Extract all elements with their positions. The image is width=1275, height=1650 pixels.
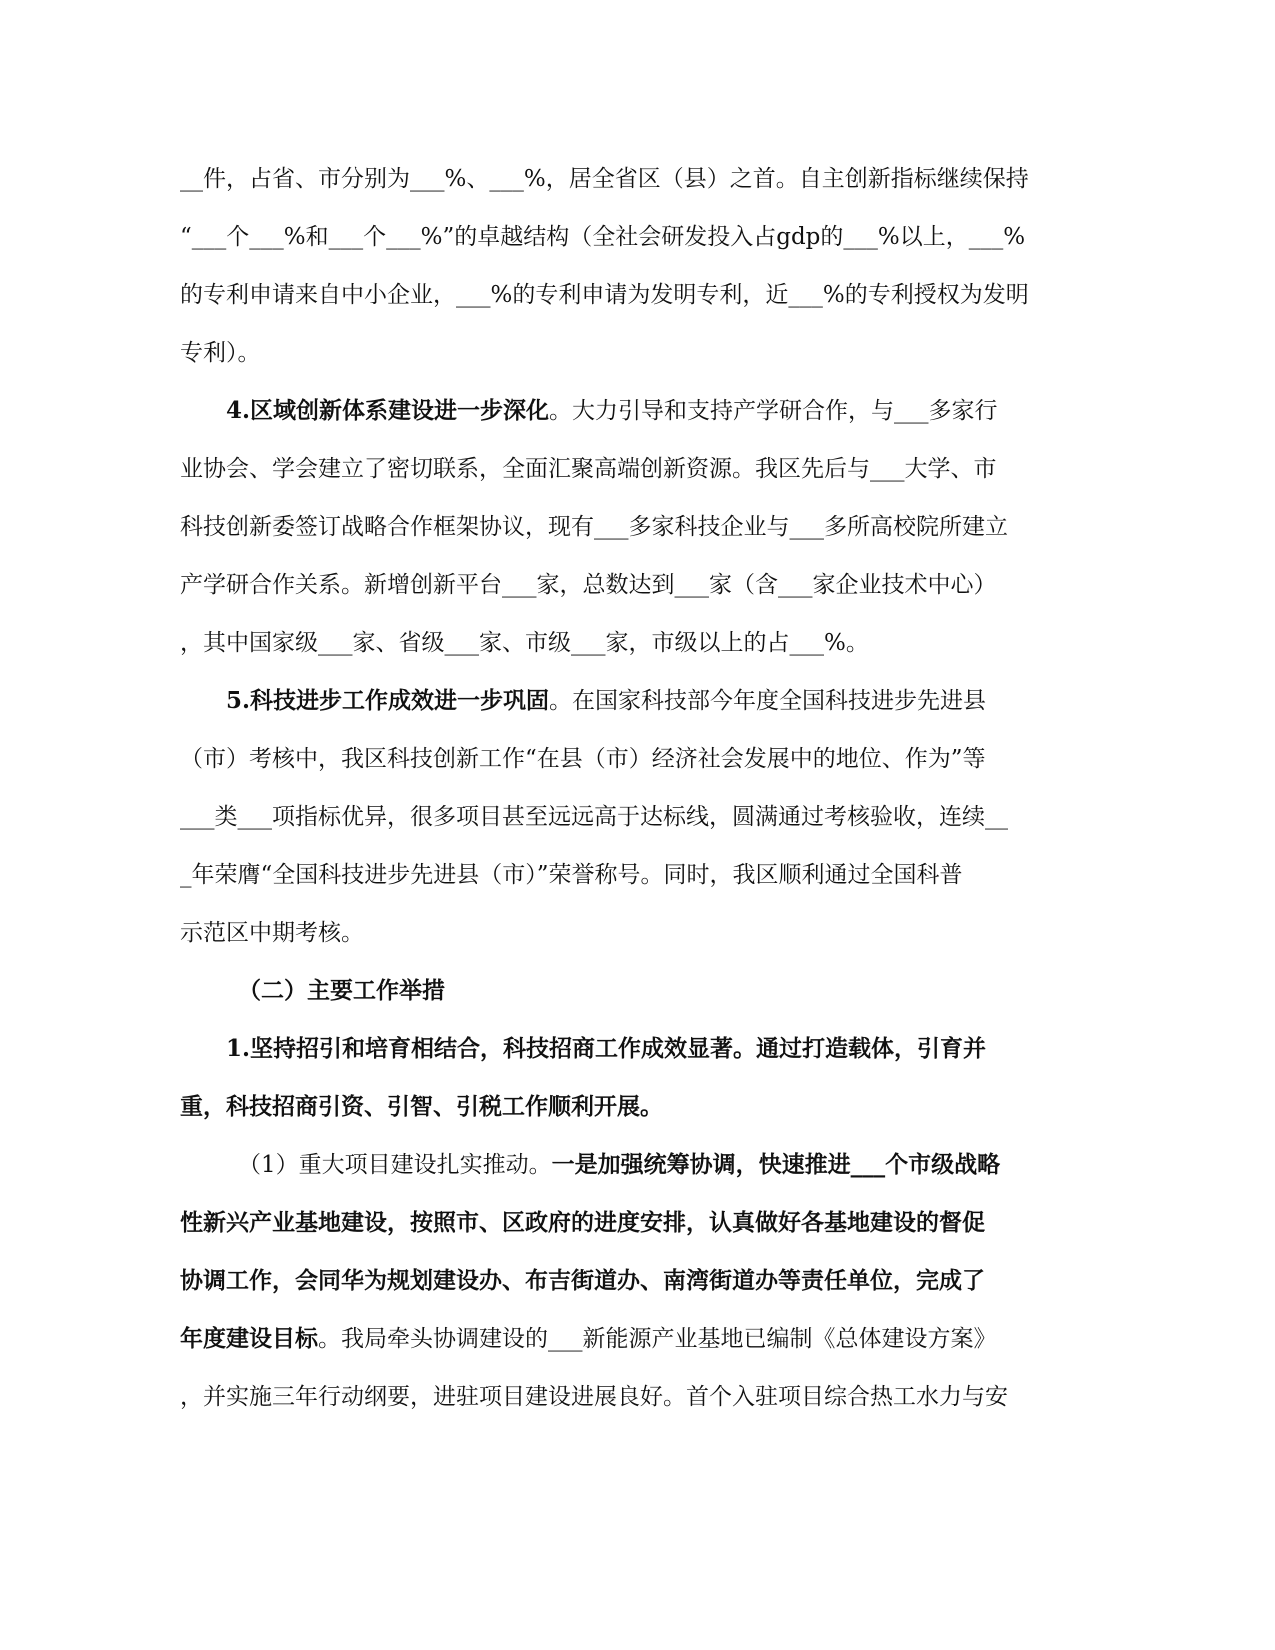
text-line (180, 614, 1050, 672)
text-line (180, 382, 1050, 440)
bold-text-segment: 1.坚持招引和培育相结合，科技招商工作成效显著。通过打造载体，引育并 (226, 1035, 987, 1062)
text-line (180, 1310, 1050, 1368)
text-line (180, 440, 1050, 498)
text-segment: __件，占省、市分别为___%、___%，居全省区（县）之首。自主创新指标继续保持 (180, 166, 1029, 192)
text-line (180, 556, 1050, 614)
text-segment: 科技创新委签订战略合作框架协议，现有___多家科技企业与___多所高校院所建立 (180, 514, 1008, 540)
bold-text-segment: 4.区域创新体系建设进一步深化 (226, 397, 550, 424)
text-line (180, 266, 1050, 324)
text-segment: ，并实施三年行动纲要，进驻项目建设进展良好。首个入驻项目综合热工水力与安 (180, 1384, 1008, 1410)
text-line (180, 788, 1050, 846)
text-line (180, 1136, 1050, 1194)
text-line (180, 498, 1050, 556)
text-line (180, 324, 1050, 382)
text-line (180, 150, 1050, 208)
document-page (180, 150, 1050, 1426)
bold-text-segment: （二）主要工作举措 (238, 977, 445, 1004)
text-line (180, 730, 1050, 788)
text-segment: ，其中国家级___家、省级___家、市级___家，市级以上的占___%。 (180, 630, 869, 656)
text-segment: 产学研合作关系。新增创新平台___家，总数达到___家（含___家企业技术中心） (180, 572, 997, 598)
text-segment: 的专利申请来自中小企业，___%的专利申请为发明专利，近___%的专利授权为发明 (180, 282, 1029, 308)
text-segment: 。在国家科技部今年度全国科技进步先进县 (549, 688, 987, 714)
text-line (180, 1368, 1050, 1426)
text-line (180, 208, 1050, 266)
text-line (180, 904, 1050, 962)
text-segment: ___类___项指标优异，很多项目甚至远远高于达标线，圆满通过考核验收，连续__ (180, 804, 1008, 830)
text-line (180, 1252, 1050, 1310)
bold-text-segment: 年度建设目标 (180, 1325, 318, 1352)
bold-text-segment: 协调工作，会同华为规划建设办、布吉街道办、南湾街道办等责任单位，完成了 (180, 1267, 985, 1294)
text-segment: 示范区中期考核。 (180, 920, 364, 946)
bold-text-segment: 5.科技进步工作成效进一步巩固 (226, 687, 550, 714)
text-line (180, 1020, 1050, 1078)
text-line (180, 846, 1050, 904)
text-segment: _年荣膺“全国科技进步先进县（市）”荣誉称号。同时，我区顺利通过全国科普 (180, 862, 963, 888)
text-segment: （1）重大项目建设扎实推动。 (238, 1152, 552, 1178)
text-line (180, 1078, 1050, 1136)
text-segment: （市）考核中，我区科技创新工作“在县（市）经济社会发展中的地位、作为”等 (180, 746, 986, 772)
text-segment: 。大力引导和支持产学研合作，与___多家行 (549, 398, 998, 424)
text-segment: 。我局牵头协调建设的___新能源产业基地已编制《总体建设方案》 (318, 1326, 997, 1352)
text-line (180, 672, 1050, 730)
bold-text-segment: 重，科技招商引资、引智、引税工作顺利开展。 (180, 1093, 663, 1120)
text-segment: 专利）。 (180, 340, 261, 366)
bold-text-segment: 性新兴产业基地建设，按照市、区政府的进度安排，认真做好各基地建设的督促 (180, 1209, 985, 1236)
text-line (180, 962, 1050, 1020)
text-segment: “___个___%和___个___%”的卓越结构（全社会研发投入占gdp的___%以上，___% (180, 224, 1026, 250)
text-segment: 业协会、学会建立了密切联系，全面汇聚高端创新资源。我区先后与___大学、市 (180, 456, 997, 482)
bold-text-segment: 一是加强统筹协调，快速推进___个市级战略 (551, 1151, 1001, 1178)
text-line (180, 1194, 1050, 1252)
